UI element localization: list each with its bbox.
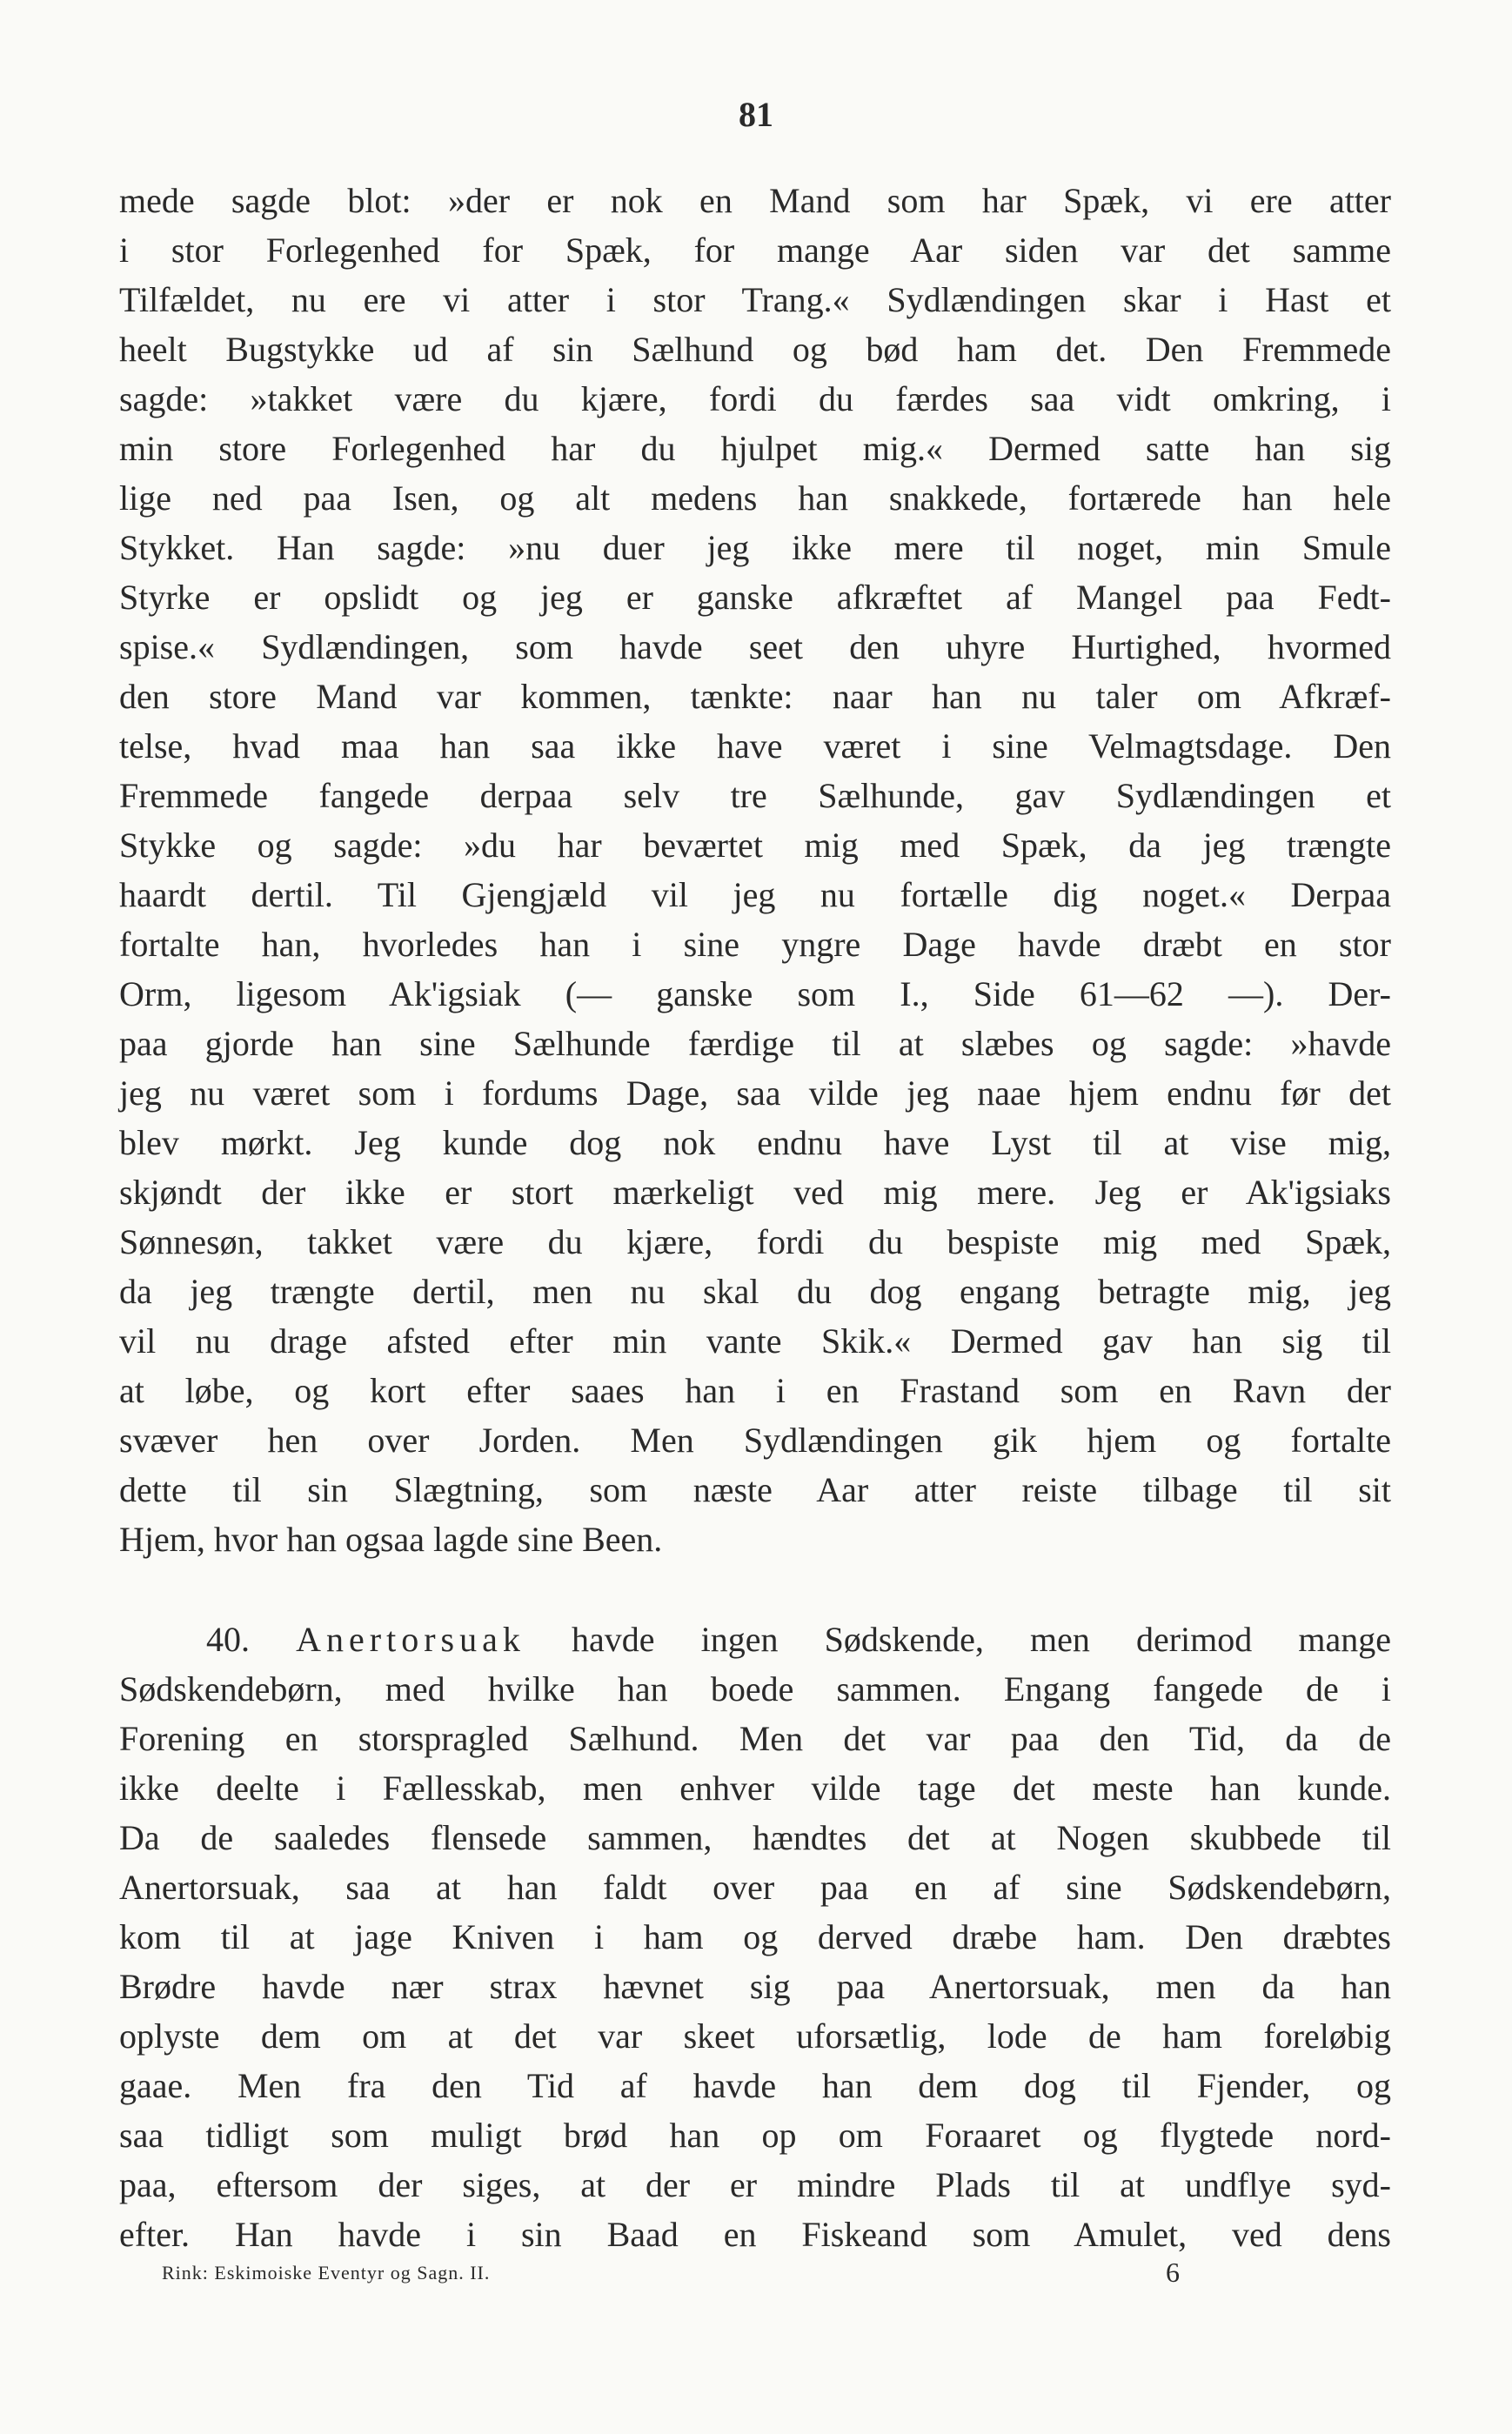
text-line: oplyste dem om at det var skeet uforsætlig, lode de ham foreløbig bbox=[119, 2016, 1391, 2056]
text-line: da jeg trængte dertil, men nu skal du dog engang betragte mig, jeg bbox=[119, 1272, 1391, 1311]
text-line: paa, eftersom der siges, at der er mindre Plads til at undflye syd- bbox=[119, 2165, 1391, 2204]
text-line: at løbe, og kort efter saaes han i en Frastand som en Ravn der bbox=[119, 1371, 1391, 1410]
paragraph-2 bbox=[119, 1615, 1391, 2259]
text-line: Tilfældet, nu ere vi atter i stor Trang.« Sydlændingen skar i Hast et bbox=[119, 280, 1391, 319]
text-line: Stykket. Han sagde: »nu duer jeg ikke mere til noget, min Smule bbox=[119, 528, 1391, 567]
text-line: fortalte han, hvorledes han i sine yngre Dage havde dræbt en stor bbox=[119, 925, 1391, 964]
text-line: efter. Han havde i sin Baad en Fiskeand som Amulet, ved dens bbox=[119, 2215, 1391, 2254]
text-line-first bbox=[119, 1615, 1391, 1664]
story-character-name: Anertorsuak bbox=[296, 1620, 525, 1659]
text-line: svæver hen over Jorden. Men Sydlændingen gik hjem og fortalte bbox=[119, 1421, 1391, 1460]
text-line: heelt Bugstykke ud af sin Sælhund og bød ham det. Den Fremmede bbox=[119, 330, 1391, 369]
text-line: Orm, ligesom Ak'igsiak (— ganske som I., Side 61—62 —). Der- bbox=[119, 974, 1391, 1013]
text-line: Brødre havde nær strax hævnet sig paa Anertorsuak, men da han bbox=[119, 1967, 1391, 2006]
text-line: min store Forlegenhed har du hjulpet mig.« Dermed satte han sig bbox=[119, 429, 1391, 468]
text-line: spise.« Sydlændingen, som havde seet den uhyre Hurtighed, hvormed bbox=[119, 627, 1391, 666]
text-line: jeg nu været som i fordums Dage, saa vilde jeg naae hjem endnu før det bbox=[119, 1073, 1391, 1113]
text-line: skjøndt der ikke er stort mærkeligt ved mig mere. Jeg er Ak'igsiaks bbox=[119, 1173, 1391, 1212]
text-line: gaae. Men fra den Tid af havde han dem dog til Fjender, og bbox=[119, 2066, 1391, 2105]
text-line: Fremmede fangede derpaa selv tre Sælhunde, gav Sydlændingen et bbox=[119, 776, 1391, 815]
text-line: Da de saaledes flensede sammen, hændtes det at Nogen skubbede til bbox=[119, 1818, 1391, 1857]
text-line: sagde: »takket være du kjære, fordi du færdes saa vidt omkring, i bbox=[119, 379, 1391, 418]
text-line: den store Mand var kommen, tænkte: naar han nu taler om Afkræf- bbox=[119, 677, 1391, 716]
text-line: i stor Forlegenhed for Spæk, for mange Aar siden var det samme bbox=[119, 231, 1391, 270]
text-line: telse, hvad maa han saa ikke have været i sine Velmagtsdage. Den bbox=[119, 726, 1391, 766]
text-line: Hjem, hvor han ogsaa lagde sine Been. bbox=[119, 1520, 663, 1559]
text-line: saa tidligt som muligt brød han op om Foraaret og flygtede nord- bbox=[119, 2116, 1391, 2155]
footer-citation: Rink: Eskimoiske Eventyr og Sagn. II. bbox=[162, 2262, 491, 2284]
page-number: 81 bbox=[739, 95, 773, 134]
text-fragment: havde ingen Sødskende, men derimod mange bbox=[571, 1620, 1392, 1659]
text-line: Sødskendebørn, med hvilke han boede sammen. Engang fangede de i bbox=[119, 1669, 1391, 1708]
text-line: blev mørkt. Jeg kunde dog nok endnu have Lyst til at vise mig, bbox=[119, 1123, 1391, 1162]
text-line: haardt dertil. Til Gjengjæld vil jeg nu fortælle dig noget.« Derpaa bbox=[119, 875, 1391, 914]
signature-mark: 6 bbox=[1166, 2257, 1180, 2288]
text-line: paa gjorde han sine Sælhunde færdige til at slæbes og sagde: »havde bbox=[119, 1024, 1391, 1063]
text-line: mede sagde blot: »der er nok en Mand som har Spæk, vi ere atter bbox=[119, 181, 1391, 220]
text-line: Styrke er opslidt og jeg er ganske afkræftet af Mangel paa Fedt- bbox=[119, 578, 1391, 617]
text-line: dette til sin Slægtning, som næste Aar atter reiste tilbage til sit bbox=[119, 1470, 1391, 1509]
text-line: kom til at jage Kniven i ham og derved dræbe ham. Den dræbtes bbox=[119, 1917, 1391, 1956]
paragraph-1 bbox=[119, 176, 1391, 1564]
text-line: vil nu drage afsted efter min vante Skik.« Dermed gav han sig til bbox=[119, 1321, 1391, 1361]
text-line: Anertorsuak, saa at han faldt over paa en af sine Sødskendebørn, bbox=[119, 1868, 1391, 1907]
text-line: lige ned paa Isen, og alt medens han snakkede, fortærede han hele bbox=[119, 478, 1391, 518]
story-number: 40. bbox=[206, 1620, 250, 1659]
text-line: ikke deelte i Fællesskab, men enhver vilde tage det meste han kunde. bbox=[119, 1769, 1391, 1808]
text-line: Forening en storspragled Sælhund. Men det var paa den Tid, da de bbox=[119, 1719, 1391, 1758]
text-line: Sønnesøn, takket være du kjære, fordi du bespiste mig med Spæk, bbox=[119, 1222, 1391, 1261]
text-line: Stykke og sagde: »du har beværtet mig med Spæk, da jeg trængte bbox=[119, 826, 1391, 865]
